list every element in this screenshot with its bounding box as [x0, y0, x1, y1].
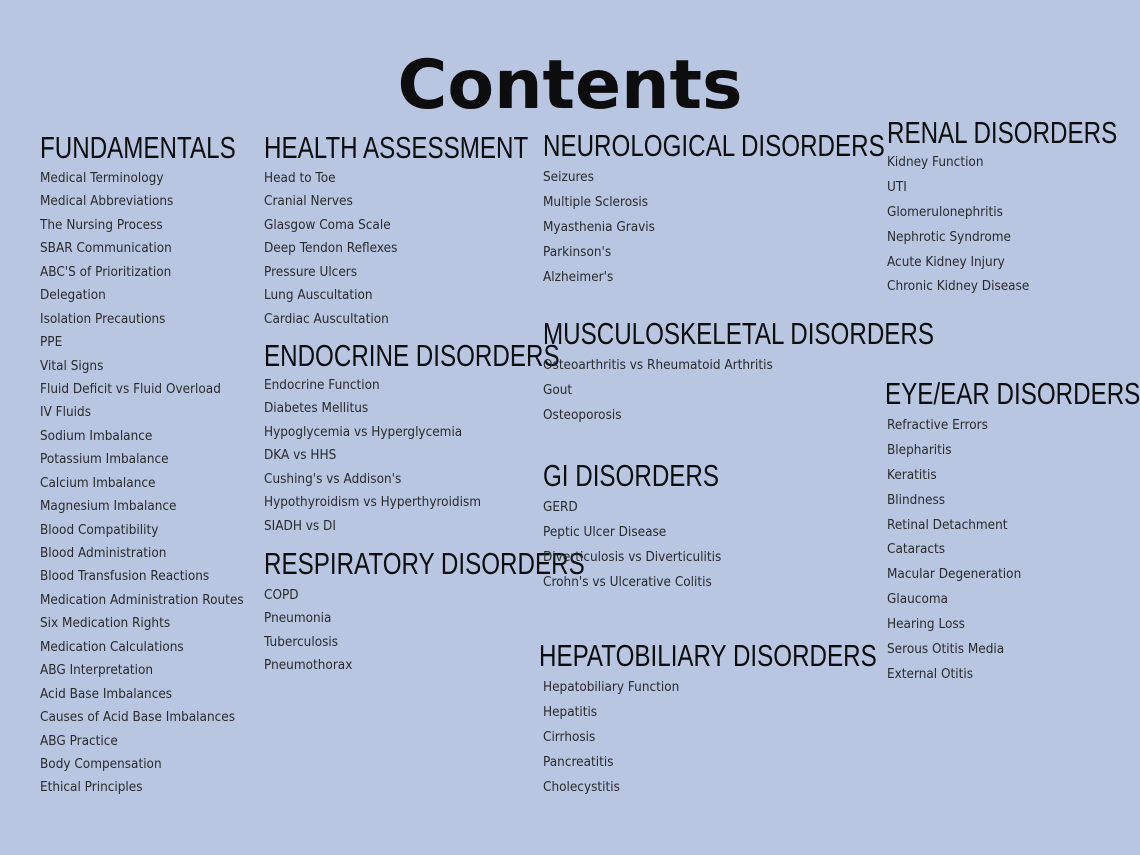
- list-item: Hypothyroidism vs Hyperthyroidism: [264, 495, 482, 511]
- list-item: Deep Tendon Reflexes: [264, 241, 398, 257]
- list-item: ABG Practice: [40, 733, 118, 749]
- list-item: Six Medication Rights: [40, 616, 171, 632]
- list-item: Head to Toe: [264, 171, 336, 186]
- list-item: Osteoporosis: [543, 407, 622, 423]
- list-item: Cataracts: [887, 542, 946, 558]
- list-item: Endocrine Function: [264, 378, 380, 393]
- list-item: Potassium Imbalance: [40, 452, 169, 468]
- list-item: Diabetes Mellitus: [264, 401, 369, 417]
- list-item: Blindness: [887, 492, 946, 508]
- list-item: Pancreatitis: [543, 754, 614, 770]
- list-item: Blood Administration: [40, 546, 167, 561]
- list-item: Macular Degeneration: [887, 567, 1022, 583]
- list-item: Body Compensation: [40, 756, 162, 772]
- list-item: Pneumothorax: [264, 658, 353, 674]
- list-item: Blepharitis: [887, 442, 952, 458]
- list-item: Blood Compatibility: [40, 522, 159, 538]
- list-item: Hepatitis: [543, 704, 598, 720]
- list-item: Peptic Ulcer Disease: [543, 524, 667, 540]
- list-item: Vital Signs: [40, 358, 104, 374]
- list-item: Acid Base Imbalances: [40, 686, 173, 702]
- list-item: Hepatobiliary Function: [543, 680, 680, 695]
- list-item: Sodium Imbalance: [40, 428, 153, 444]
- section-heading: NEUROLOGICAL DISORDERS: [543, 128, 885, 163]
- list-item: COPD: [264, 588, 299, 603]
- list-item: Glaucoma: [887, 592, 949, 608]
- list-item: Medication Calculations: [40, 639, 184, 655]
- list-item: Retinal Detachment: [887, 517, 1008, 533]
- list-item: Medication Administration Routes: [40, 592, 244, 608]
- section-heading: ENDOCRINE DISORDERS: [264, 338, 560, 373]
- list-item: Magnesium Imbalance: [40, 499, 177, 515]
- list-item: Glasgow Coma Scale: [264, 217, 391, 233]
- list-item: Tuberculosis: [264, 634, 339, 650]
- list-item: Refractive Errors: [887, 418, 988, 433]
- section-heading: FUNDAMENTALS: [40, 130, 236, 165]
- list-item: SIADH vs DI: [264, 518, 336, 534]
- list-item: PPE: [40, 335, 63, 351]
- section-item-list: [887, 151, 1140, 300]
- list-item: Glomerulonephritis: [887, 204, 1003, 220]
- list-item: SBAR Communication: [40, 241, 172, 257]
- list-item: Fluid Deficit vs Fluid Overload: [40, 381, 221, 397]
- section-item-list: [543, 496, 769, 596]
- list-item: Osteoarthritis vs Rheumatoid Arthritis: [543, 358, 773, 373]
- list-item: Causes of Acid Base Imbalances: [40, 710, 235, 726]
- list-item: The Nursing Process: [40, 217, 163, 233]
- list-item: Lung Auscultation: [264, 288, 373, 304]
- list-item: Cushing's vs Addison's: [264, 471, 402, 487]
- section-heading: HEPATOBILIARY DISORDERS: [539, 638, 877, 673]
- list-item: Pressure Ulcers: [264, 264, 358, 280]
- list-item: IV Fluids: [40, 405, 91, 421]
- section-renal-disorders: [887, 116, 1140, 300]
- list-item: Multiple Sclerosis: [543, 194, 649, 210]
- list-item: Gout: [543, 382, 573, 398]
- list-item: Cardiac Auscultation: [264, 311, 389, 327]
- section-gi-disorders: [543, 459, 769, 596]
- list-item: Parkinson's: [543, 244, 612, 260]
- section-heading: EYE/EAR DISORDERS: [885, 376, 1140, 411]
- list-item: Keratitis: [887, 467, 937, 483]
- list-item: Calcium Imbalance: [40, 475, 156, 491]
- list-item: UTI: [887, 179, 907, 195]
- list-item: Medical Terminology: [40, 171, 164, 186]
- list-item: Chronic Kidney Disease: [887, 279, 1030, 295]
- list-item: Pneumonia: [264, 611, 332, 627]
- section-eye-ear-disorders: [885, 377, 1140, 688]
- list-item: Cirrhosis: [543, 729, 596, 745]
- list-item: Hypoglycemia vs Hyperglycemia: [264, 424, 463, 440]
- list-item: Ethical Principles: [40, 780, 143, 796]
- list-item: Acute Kidney Injury: [887, 254, 1005, 270]
- section-item-list: [539, 676, 972, 800]
- section-fundamentals: [40, 131, 291, 800]
- list-item: Nephrotic Syndrome: [887, 229, 1011, 245]
- section-heading: GI DISORDERS: [543, 458, 720, 493]
- list-item: Cranial Nerves: [264, 194, 353, 210]
- section-heading: HEALTH ASSESSMENT: [264, 130, 529, 165]
- list-item: DKA vs HHS: [264, 448, 337, 464]
- page-title: Contents: [397, 46, 743, 125]
- list-item: Serous Otitis Media: [887, 642, 1005, 658]
- section-heading: RENAL DISORDERS: [887, 115, 1118, 150]
- list-item: Crohn's vs Ulcerative Colitis: [543, 574, 712, 590]
- section-item-list: [40, 167, 291, 800]
- list-item: Myasthenia Gravis: [543, 219, 655, 235]
- list-item: ABG Interpretation: [40, 663, 154, 679]
- list-item: Alzheimer's: [543, 269, 614, 285]
- list-item: Cholecystitis: [543, 779, 620, 795]
- list-item: Seizures: [543, 170, 594, 185]
- section-heading: RESPIRATORY DISORDERS: [264, 546, 585, 581]
- list-item: Hearing Loss: [887, 617, 965, 633]
- list-item: Medical Abbreviations: [40, 194, 174, 210]
- list-item: External Otitis: [887, 666, 974, 682]
- list-item: Delegation: [40, 288, 106, 304]
- list-item: Kidney Function: [887, 155, 984, 170]
- section-item-list: [885, 414, 1140, 688]
- section-heading: MUSCULOSKELETAL DISORDERS: [543, 316, 935, 351]
- list-item: ABC'S of Prioritization: [40, 264, 172, 280]
- list-item: Isolation Precautions: [40, 311, 166, 327]
- list-item: Diverticulosis vs Diverticulitis: [543, 549, 722, 565]
- list-item: Blood Transfusion Reactions: [40, 569, 210, 585]
- list-item: GERD: [543, 500, 578, 515]
